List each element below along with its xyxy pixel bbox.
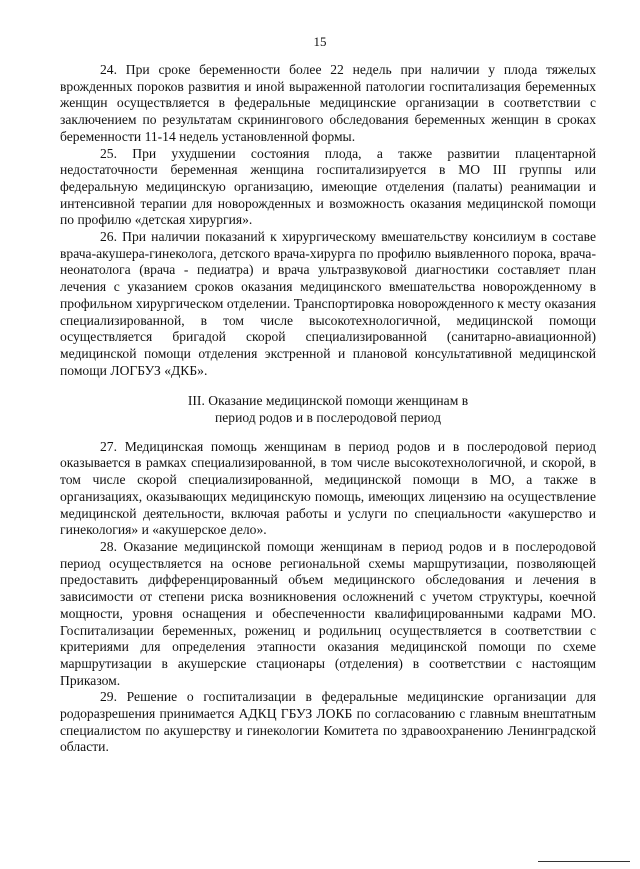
paragraph-26: 26. При наличии показаний к хирургическому вмешательству консилиум в составе врача-акушера-гинеколога, детского врача-хирурга по профилю выявленного порока, врача-неонатолога (врача - педиатра) и врача ультразвуковой диагностики составляет план лечения с указанием сроков оказания медицинского вмешательства новорожденному в профильном хирургическом отделении. Транспортировка новорожденного к месту оказания специализированной, в том числе высокотехнологичной, медицинской помощи осуществляется бригадой скорой специализированной (санитарно-авиационной) медицинской помощи отделения экстренной и плановой консультативной медицинской помощи ЛОГБУЗ «ДКБ». — [60, 229, 596, 378]
document-body — [60, 62, 596, 756]
footer-divider — [538, 861, 630, 862]
paragraph-27: 27. Медицинская помощь женщинам в период родов и в послеродовой период оказывается в рамках специализированной, в том числе высокотехнологичной, и скорой, в том числе скорой специализированной, медицинской помощи в МО, а также в организациях, оказывающих медицинскую помощь, имеющих лицензию на осуществление медицинской деятельности, включая работы и услуги по специальности «акушерство и гинекология» и «акушерское дело». — [60, 438, 596, 538]
page-number: 15 — [313, 34, 327, 49]
paragraph-29: 29. Решение о госпитализации в федеральные медицинские организации для родоразрешения принимается АДКЦ ГБУЗ ЛОКБ по согласованию с главным внештатным специалистом по акушерству и гинекологии Комитета по здравоохранению Ленинградской области. — [60, 689, 596, 755]
paragraph-28: 28. Оказание медицинской помощи женщинам в период родов и в послеродовой период осуществляется на основе региональной схемы маршрутизации, позволяющей предоставить дифференцированный объем медицинского обследования и лечения в зависимости от степени риска возникновения осложнений с учетом структуры, коечной мощности, уровня оснащения и обеспеченности квалифицированными кадрами МО. Госпитализации беременных, рожениц и родильниц осуществляется в соответствии с критериями для определения этапности оказания медицинской помощи по схеме маршрутизации в акушерские стационары (отделения) в соответствии с настоящим Приказом. — [60, 538, 596, 688]
section-heading — [60, 393, 596, 426]
section-heading-line2: период родов и в послеродовой период — [215, 410, 441, 426]
paragraph-24: 24. При сроке беременности более 22 недель при наличии у плода тяжелых врожденных пороков развития и иной выраженной патологии госпитализация беременных женщин осуществляется в федеральные медицинские организации в соответствии с заключением по результатам скринингового обследования беременных женщин в сроках беременности 11-14 недель установленной формы. — [60, 62, 596, 144]
section-heading-line1: III. Оказание медицинской помощи женщинам в — [187, 393, 469, 409]
paragraph-25: 25. При ухудшении состояния плода, а также развитии плацентарной недостаточности беременная женщина госпитализируется в МО III группы или федеральную медицинскую организацию, имеющие отделения (палаты) реанимации и интенсивной терапии для новорожденных и возможность оказания медицинской помощи по профилю «детская хирургия». — [60, 145, 596, 228]
